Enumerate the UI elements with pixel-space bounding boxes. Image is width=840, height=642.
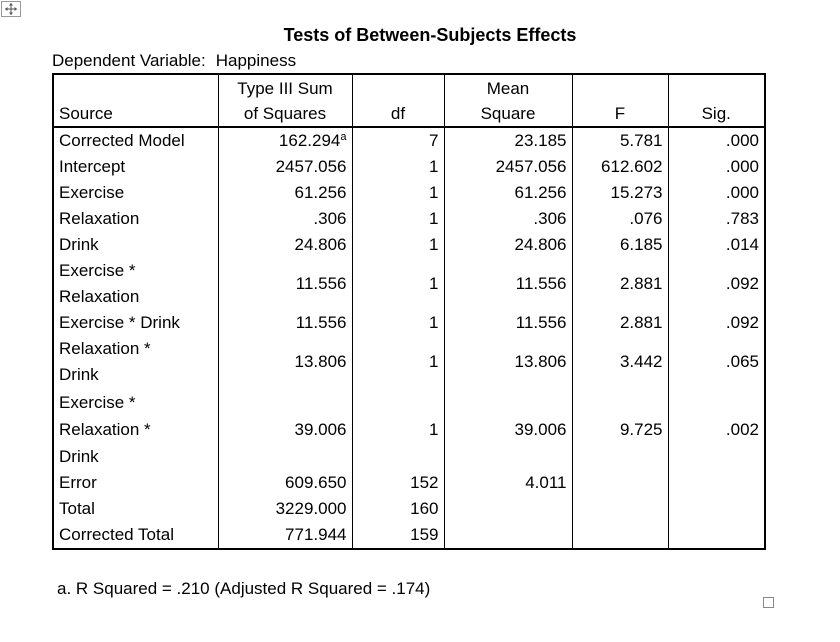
cell-sig [668,522,765,549]
cell-ms-value: 61.256 [514,183,567,202]
cell-df-value: 1 [429,235,439,254]
cell-ss [218,206,352,232]
cell-ms-value: 4.011 [525,473,567,492]
source-line: Relaxation * [59,419,151,439]
cell-f-value: 15.273 [610,183,663,202]
cell-f [572,496,668,522]
cell-f-value: 5.781 [619,131,663,150]
cell-f [572,232,668,258]
cell-ss [218,310,352,336]
cell-sig-value: .000 [725,157,759,176]
cell-source [53,470,218,496]
cell-ms [444,232,572,258]
dependent-variable-label: Dependent Variable: [52,51,206,70]
cell-sig-value: .002 [725,419,759,439]
cell-source [53,206,218,232]
cell-f-value: 6.185 [619,235,663,254]
cell-f [572,336,668,388]
cell-ms-value: 13.806 [514,352,567,371]
cell-sig [668,310,765,336]
cell-ss-value: 3229.000 [275,499,347,518]
table-row [53,154,765,180]
cell-f-value: 9.725 [619,419,663,439]
table-body [53,127,765,549]
footnote-marker: a [340,131,347,143]
cell-sig-value: .014 [725,235,759,254]
cell-sig-value: .000 [725,131,759,150]
cell-ss [218,127,352,154]
cell-ms [444,258,572,310]
cell-sig [668,206,765,232]
cell-df-value: 160 [410,499,439,518]
header-f-top [572,74,668,102]
cell-ms-value: 11.556 [515,313,567,332]
cell-ms-value: .306 [533,209,567,228]
source-line: Corrected Total [59,525,174,544]
cell-sig [668,496,765,522]
source-line: Relaxation * [59,339,151,358]
move-icon [4,3,18,15]
cell-ms [444,496,572,522]
header-ms-line1: Mean [444,74,572,102]
table-title: Tests of Between-Subjects Effects [283,25,577,45]
cell-df [352,206,444,232]
resize-icon[interactable] [763,597,774,608]
cell-f [572,310,668,336]
cell-ms [444,180,572,206]
cell-sig-value: .092 [725,274,759,293]
table-row [53,388,765,470]
cell-ms [444,127,572,154]
source-line: Total [59,499,95,518]
cell-df-value: 1 [429,419,439,439]
cell-sig [668,154,765,180]
dependent-variable-value: Happiness [215,51,297,70]
source-line: Exercise [59,183,125,202]
header-ms-line2: Square [444,102,572,127]
source-line: Relaxation [59,209,140,228]
cell-ss-value: 2457.056 [275,157,347,176]
cell-sig [668,336,765,388]
table-row [53,470,765,496]
cell-ss-value: 61.256 [294,183,347,202]
cell-f-value: .076 [629,209,663,228]
cell-df [352,496,444,522]
cell-ms [444,388,572,470]
source-line: Relaxation [59,287,140,306]
cell-f [572,522,668,549]
cell-sig [668,127,765,154]
cell-f-value: 2.881 [619,274,663,293]
table-row [53,180,765,206]
table-row [53,206,765,232]
cell-ms [444,154,572,180]
cell-sig-value: .092 [725,313,759,332]
cell-source [53,388,218,470]
cell-f [572,258,668,310]
cell-ss [218,258,352,310]
cell-ms-value: 24.806 [514,235,567,254]
cell-source [53,232,218,258]
cell-f [572,388,668,470]
cell-f [572,470,668,496]
cell-df [352,522,444,549]
header-sig: Sig. [668,102,765,127]
cell-df-value: 1 [429,274,439,293]
cell-f [572,154,668,180]
cell-ms-value: 23.185 [514,131,567,150]
cell-df [352,388,444,470]
table-row [53,310,765,336]
cell-ms-value: 39.006 [514,419,567,439]
header-ss-line1: Type III Sum [218,74,352,102]
cell-ms [444,206,572,232]
cell-source [53,336,218,388]
header-source-top [53,74,218,102]
cell-sig-value: .783 [725,209,759,228]
cell-sig [668,470,765,496]
cell-df-value: 1 [429,157,439,176]
cell-ss-value: 609.650 [285,473,347,492]
cell-ss [218,388,352,470]
cell-df [352,310,444,336]
cell-source [53,310,218,336]
cell-df-value: 1 [429,313,439,332]
table-row [53,258,765,310]
cell-ms-value: 2457.056 [495,157,567,176]
cell-ms [444,470,572,496]
cell-f [572,180,668,206]
source-line: Exercise * [59,261,136,280]
cell-source [53,522,218,549]
cell-sig [668,180,765,206]
table-row [53,127,765,154]
cell-df [352,127,444,154]
cell-source [53,127,218,154]
cell-ms [444,522,572,549]
move-handle-icon[interactable] [1,1,21,17]
cell-ss-value: 11.556 [295,274,347,293]
cell-ss [218,496,352,522]
source-line: Error [59,473,97,492]
cell-source [53,258,218,310]
cell-ss [218,336,352,388]
source-line: Drink [59,365,99,384]
source-line: Intercept [59,157,126,176]
cell-df-value: 1 [429,183,439,202]
cell-sig [668,232,765,258]
cell-df [352,180,444,206]
cell-ms [444,310,572,336]
cell-df [352,470,444,496]
source-line: Corrected Model [59,131,185,150]
cell-df-value: 7 [429,131,439,150]
cell-ss [218,470,352,496]
header-ss-line2: of Squares [218,102,352,127]
cell-ss-value: 162.294 [278,131,341,150]
cell-ss [218,522,352,549]
cell-df [352,258,444,310]
cell-df [352,154,444,180]
cell-df-value: 152 [410,473,439,492]
source-line: Drink [59,235,99,254]
cell-ss-value: 11.556 [295,313,347,332]
cell-ss-value: 771.944 [285,525,347,544]
anova-table [52,73,766,550]
cell-ss-value: 39.006 [294,419,347,439]
cell-f-value: 612.602 [601,157,663,176]
table-row [53,522,765,549]
cell-f-value: 3.442 [619,352,663,371]
cell-source [53,496,218,522]
cell-ms [444,336,572,388]
cell-ss [218,232,352,258]
cell-df [352,232,444,258]
cell-f-value: 2.881 [619,313,663,332]
cell-ms-value: 11.556 [515,274,567,293]
header-f: F [572,102,668,127]
source-line: Drink [59,446,99,466]
cell-sig-value: .000 [725,183,759,202]
cell-df [352,336,444,388]
cell-df-value: 159 [410,525,439,544]
table-row [53,336,765,388]
header-df-top [352,74,444,102]
header-df: df [352,102,444,127]
cell-f [572,127,668,154]
cell-df-value: 1 [429,209,439,228]
header-source: Source [53,102,218,127]
cell-sig [668,258,765,310]
cell-source [53,154,218,180]
source-line: Exercise * Drink [59,313,180,332]
table-row [53,232,765,258]
cell-ss-value: 24.806 [294,235,347,254]
cell-f [572,206,668,232]
cell-sig [668,388,765,470]
cell-df-value: 1 [429,352,439,371]
source-line: Exercise * [59,392,136,412]
footnote: a. R Squared = .210 (Adjusted R Squared = .174) [57,579,431,598]
table-row [53,496,765,522]
cell-sig-value: .065 [725,352,759,371]
header-sig-top [668,74,765,102]
cell-ss [218,154,352,180]
cell-ss-value: .306 [313,209,347,228]
dependent-variable [52,51,296,71]
cell-ss-value: 13.806 [294,352,347,371]
cell-ss [218,180,352,206]
cell-source [53,180,218,206]
